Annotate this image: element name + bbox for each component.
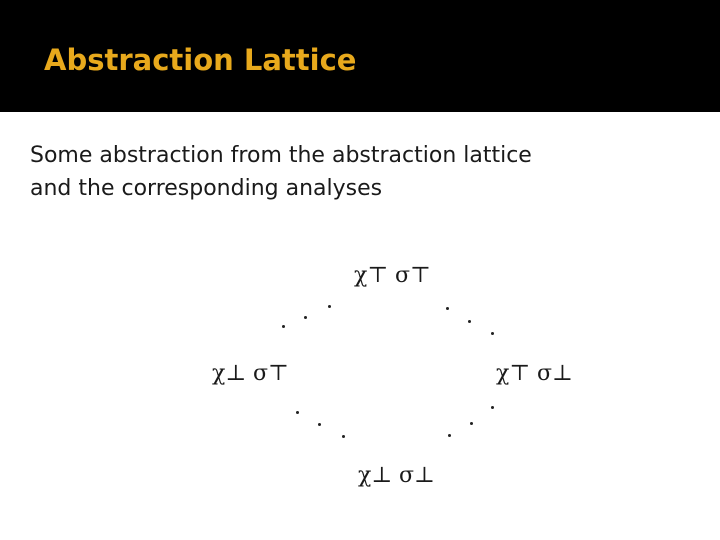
body-line-2: and the corresponding analyses	[30, 176, 383, 201]
body-line-1: Some abstraction from the abstraction lattice	[30, 143, 532, 168]
lattice-edge-dot	[304, 316, 307, 319]
lattice-node-right: χ⊤ σ⊥	[496, 361, 573, 386]
lattice-edge-dot	[468, 320, 471, 323]
lattice-edge-dot	[296, 411, 299, 414]
lattice-edge-dot	[491, 406, 494, 409]
lattice-edge-dot	[446, 307, 449, 310]
lattice-edge-dot	[448, 434, 451, 437]
lattice-edge-dot	[282, 325, 285, 328]
lattice-node-top: χ⊤ σ⊤	[354, 263, 431, 288]
lattice-edge-dot	[328, 305, 331, 308]
title-bar	[0, 0, 720, 112]
lattice-node-left: χ⊥ σ⊤	[212, 361, 289, 386]
lattice-edge-dot	[318, 423, 321, 426]
lattice-edge-dot	[470, 422, 473, 425]
lattice-edge-dot	[342, 435, 345, 438]
lattice-edge-dot	[491, 332, 494, 335]
lattice-node-bottom: χ⊥ σ⊥	[358, 463, 435, 488]
slide-title: Abstraction Lattice	[44, 43, 357, 77]
